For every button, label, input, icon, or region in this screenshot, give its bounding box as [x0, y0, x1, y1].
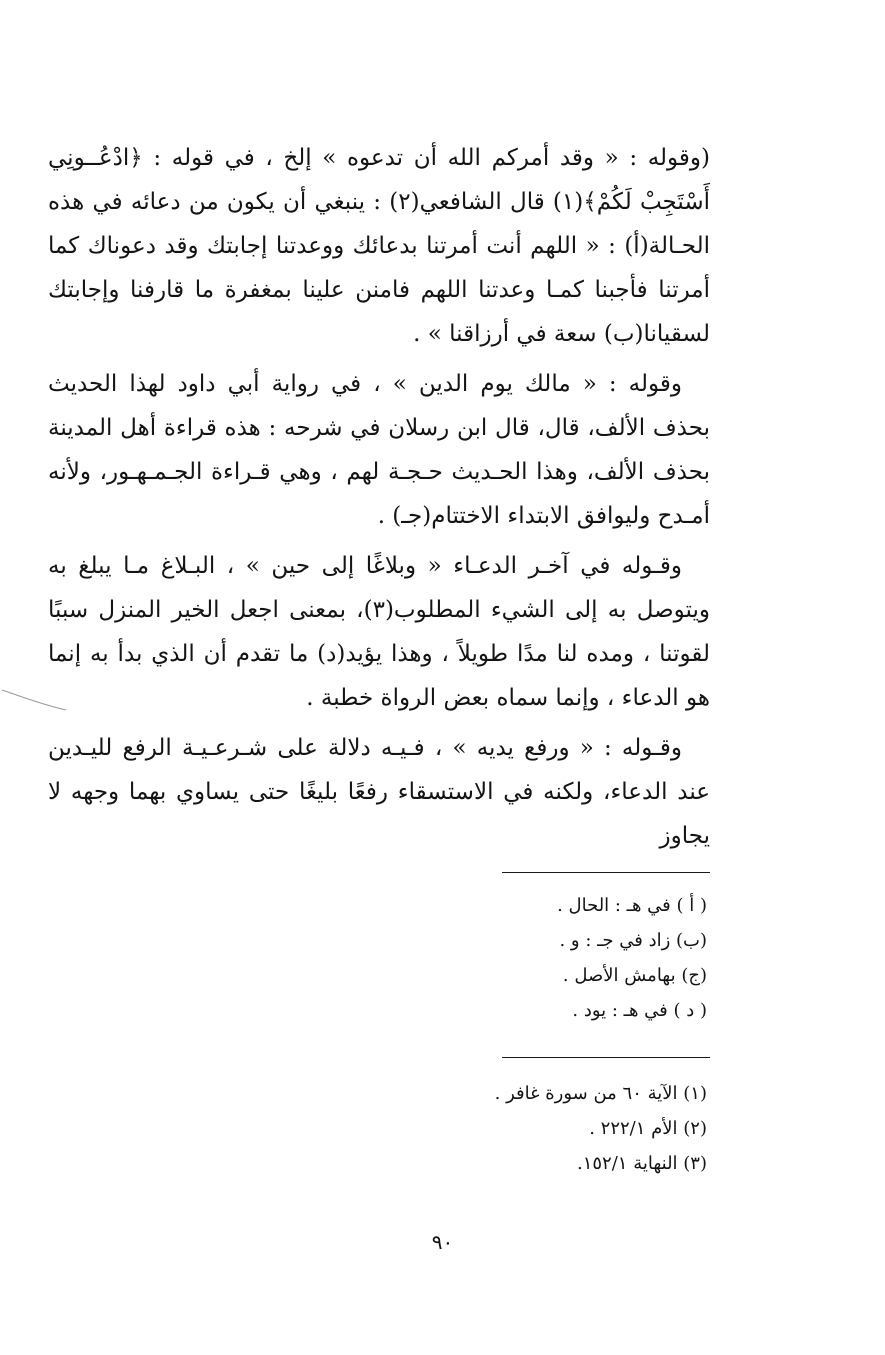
paragraph-malik-yawm-aldin: وقوله : « مالك يوم الدين » ، في رواية أبي داود لهذا الحديث بحذف الألف، قال، قال ابن رسلان في شرحه : هذه قراءة أهل المدينة بحذف الألف، وهذا الحـديث حـجـة لهم ، وهي قـراءة الجـمـهـور، ولأنه أمـدح وليوافق الابتداء الاختتام(جـ) . — [48, 371, 710, 529]
variant-note-dal: ( د ) في هـ : يود . — [572, 1000, 707, 1021]
reference-note-1: (١) الآية ٦٠ من سورة غافر . — [494, 1083, 707, 1104]
reference-note-3: (٣) النهاية ١٥٢/١. — [576, 1153, 707, 1174]
margin-pencil-mark — [0, 686, 70, 716]
variant-note-jim: (ج) بهامش الأصل . — [562, 965, 707, 986]
reference-footnotes — [287, 1076, 707, 1181]
variant-footnotes — [287, 888, 707, 1028]
variant-note-ba: (ب) زاد في جـ : و . — [559, 930, 707, 951]
paragraph-balagh: وقـوله في آخـر الدعـاء « وبلاغًا إلى حين » ، البـلاغ مـا يبلغ به ويتوصل به إلى الشيء المطلوب(٣)، بمعنى اجعل الخير المنزل سببًا لقوتنا ، ومده لنا مدًا طويلاً ، وهذا يؤيد(د) ما تقدم أن الذي بدأ به إنما هو الدعاء ، وإنما سماه بعض الرواة خطبة . — [48, 553, 710, 711]
page-number: ٩٠ — [431, 1230, 454, 1254]
main-text — [48, 136, 710, 864]
footnote-divider-variants — [502, 872, 710, 873]
reference-note-2: (٢) الأم ٢٢٢/١ . — [589, 1118, 707, 1139]
footnote-divider-references — [502, 1057, 710, 1058]
paragraph-raising-hands: وقـوله : « ورفع يديه » ، فـيـه دلالة على شـرعـيـة الرفع لليـدين عند الدعاء، ولكنه في الاستسقاء رفعًا بليغًا حتى يساوي بهما وجهه لا يجاوز — [48, 735, 710, 849]
paragraph-takbir-dua: (وقوله : « وقد أمركم الله أن تدعوه » إلخ ، في قوله : ﴿ادْعُــونِي أَسْتَجِبْ لَكُمْ﴾(١) قال الشافعي(٢) : ينبغي أن يكون من دعائه في هذه الحـالة(أ) : « اللهم أنت أمرتنا بدعائك ووعدتنا إجابتك وقد دعوناك كما أمرتنا فأجبنا كمـا وعدتنا اللهم فامنن علينا بمغفرة ما قارفنا وإجابتك لسقيانا(ب) سعة في أرزاقنا » . — [48, 145, 710, 347]
variant-note-alif: ( أ ) في هـ : الحال . — [557, 895, 707, 916]
